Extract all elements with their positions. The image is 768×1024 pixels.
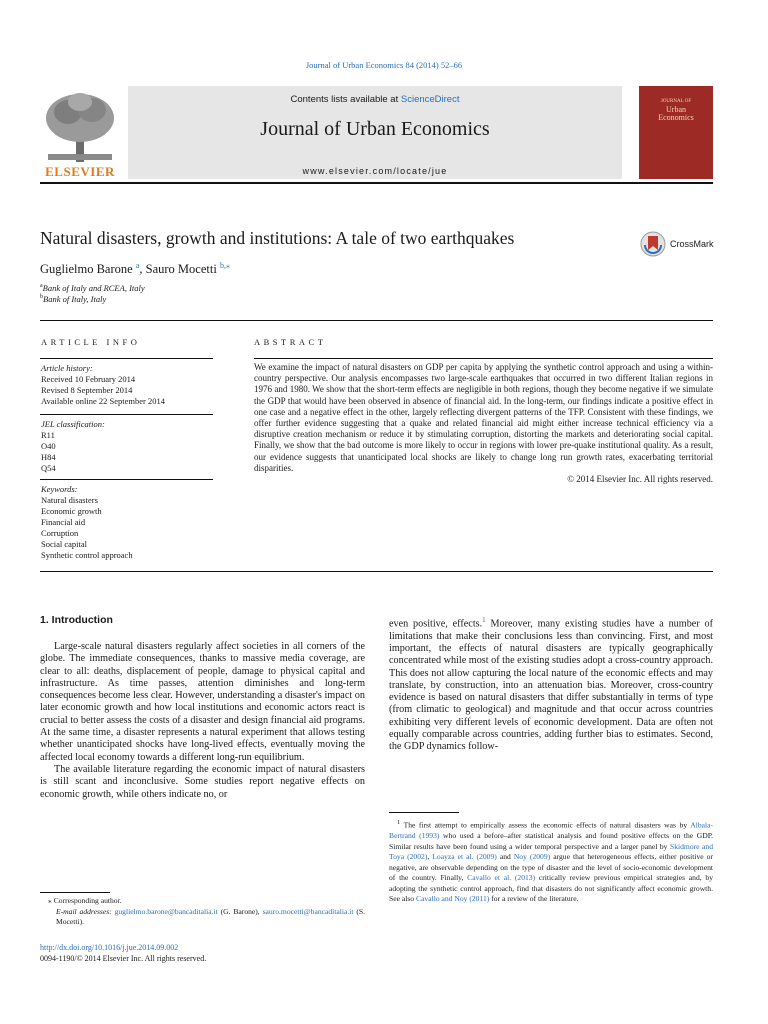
- email-label: E-mail addresses:: [56, 906, 112, 916]
- fn-text: who used a before–after statistical analysis and found positive effects on the GDP. Similar results have been found using a wider temporal perspective and a larger panel by: [389, 831, 713, 851]
- corresponding-mark: ⁎: [48, 896, 52, 905]
- footnote-1-ref[interactable]: 1: [482, 616, 486, 624]
- abstract-body: [254, 362, 713, 485]
- journal-cover: [639, 86, 713, 179]
- author-line: Guglielmo Barone $^a$, Sauro Mocetti $^{b,⁎}$: [40, 261, 230, 277]
- info-rule-1: [40, 358, 213, 359]
- fn-text: argue that heterogeneous effects, either positive or negative, are observable depending on the type of disaster and the level of socio-economic development of the country. Finally,: [389, 852, 713, 883]
- citation-link[interactable]: Loayza et al. (2009): [432, 852, 497, 862]
- corresponding-label: Corresponding author.: [53, 896, 122, 905]
- footnote-1: [389, 818, 713, 905]
- citation-link[interactable]: Albala-Bertrand (1993): [389, 820, 713, 841]
- abstract-bottom-rule: [40, 571, 713, 572]
- footnote-rule: [389, 812, 459, 813]
- received-date: Received 10 February 2014: [41, 374, 136, 384]
- affil-a-text: Bank of Italy and RCEA, Italy: [42, 283, 145, 293]
- abstract-rule: [254, 358, 713, 359]
- jel-label: JEL classification:: [41, 419, 105, 429]
- corresponding-rule: [40, 892, 110, 893]
- citation-link[interactable]: Noy (2009): [513, 852, 551, 862]
- issn-line: 0094-1190/© 2014 Elsevier Inc. All rights reserved.: [40, 954, 207, 963]
- affiliation-b: [40, 294, 106, 304]
- cover-line-2: Economics: [658, 113, 694, 122]
- jel-code: Q54: [41, 463, 56, 473]
- email-name-barone: (G. Barone),: [217, 906, 263, 916]
- author-2: Sauro Mocetti: [145, 262, 217, 277]
- header-rule: [40, 182, 713, 184]
- right-text-b: Moreover, many existing studies have a number of limitations that make their conclusions less than convincing. First, and most important, the effects of natural disasters are typically geographically concentrated while most of the existing studies adopt a cross-country approach. This does not allow capturing the local nature of the economic effects and may translate, by construction, into an attenuation bias. Moreover, cross-country evidence is based on natural disasters that differ substantially in terms of type (from climatic to geological) and magnitude and that occur across countries exhibiting very different levels of economic development. Data are often not equally comparable across countries, adding further bias to estimates. Second, the GDP dynamics follow-: [389, 618, 714, 753]
- affil-a-mark: a: [40, 283, 43, 290]
- paragraph-2: The available literature regarding the economic impact of natural disasters is still scant and inconclusive. Some studies report negative effects on economic growth, while others indicate no, or: [40, 763, 365, 800]
- affiliation-a: [40, 283, 145, 293]
- keywords-label: Keywords:: [41, 484, 78, 494]
- available-date: Available online 22 September 2014: [41, 396, 166, 406]
- contents-prefix: Contents lists available at: [290, 94, 401, 105]
- journal-homepage[interactable]: www.elsevier.com/locate/jue: [302, 166, 448, 176]
- citation-link[interactable]: Cavallo et al. (2013): [467, 873, 536, 883]
- jel-code: H84: [41, 452, 56, 462]
- affil-b-mark: b: [40, 294, 43, 301]
- left-column: [40, 641, 365, 801]
- cover-small-text: JOURNAL OF: [660, 99, 692, 104]
- right-column: [389, 614, 713, 754]
- revised-date: Revised 8 September 2014: [41, 385, 133, 395]
- crossmark-icon: [640, 231, 666, 257]
- article-title: Natural disasters, growth and institutions: A tale of two earthquakes: [40, 228, 515, 248]
- contents-line: [128, 94, 622, 105]
- fn-text: ,: [427, 852, 433, 862]
- fn-text: critically review previous empirical strategies and, by adopting the synthetic control approach, find that disasters do not significantly affect economic growth. See also: [389, 873, 713, 904]
- info-rule-2: [40, 414, 213, 415]
- info-top-rule: [40, 320, 713, 321]
- footnote-mark: 1: [397, 819, 401, 826]
- author-1-affil-mark[interactable]: a: [135, 261, 140, 270]
- citation-link[interactable]: Cavallo and Noy (2011): [416, 894, 490, 904]
- article-identifiers: [40, 942, 206, 964]
- email-link-barone[interactable]: guglielmo.barone@bancaditalia.it: [114, 906, 218, 916]
- article-info-heading: ARTICLE INFO: [41, 337, 141, 347]
- citation-link[interactable]: Skidmore and Toya (2002): [389, 841, 713, 862]
- jel-classification: [41, 419, 105, 474]
- abstract-rights: © 2014 Elsevier Inc. All rights reserved.: [567, 474, 713, 485]
- running-head[interactable]: Journal of Urban Economics 84 (2014) 52–66: [305, 60, 463, 70]
- publisher-name: ELSEVIER: [45, 164, 115, 179]
- cover-line-1: Urban: [666, 105, 686, 114]
- keyword: Natural disasters: [41, 495, 98, 505]
- jel-code: R11: [41, 430, 55, 440]
- corresponding-author-note: [40, 896, 365, 928]
- elsevier-logo: [40, 88, 120, 180]
- fn-text: for a review of the literature.: [489, 894, 579, 904]
- crossmark-button[interactable]: [640, 230, 714, 258]
- journal-title: Journal of Urban Economics: [260, 118, 490, 140]
- right-paragraph: [389, 614, 713, 754]
- article-history: [41, 363, 165, 407]
- paragraph-1: Large-scale natural disasters regularly affect societies in all corners of the globe. The immediate consequences, thanks to massive media coverage, are clear to all: deaths, displacement of people, damage to physical capital and infrastructure. As time passes, attention diminishes and long-term consequences become less clear. However, understanding a disaster's impact on later economic growth and how local institutions and economic actors react is crucial to better assess the costs of a disaster and design financial aid programs. At the same time, a disaster represents a natural experiment that allows testing whether unanticipated shocks have long-lived effects, eventually moving the affected local economy towards a different long-run equilibrium.: [40, 641, 365, 763]
- doi-link[interactable]: http://dx.doi.org/10.1016/j.jue.2014.09.002: [40, 943, 179, 952]
- abstract-heading: ABSTRACT: [254, 337, 327, 347]
- fn-text: The first attempt to empirically assess the economic effects of natural disasters was by: [403, 820, 691, 830]
- jel-code: O40: [41, 441, 56, 451]
- history-label: Article history:: [41, 363, 93, 373]
- author-1: Guglielmo Barone: [40, 262, 133, 277]
- keyword: Corruption: [41, 528, 79, 538]
- email-link-mocetti[interactable]: sauro.mocetti@bancaditalia.it: [262, 906, 354, 916]
- right-text-a: even positive, effects.: [389, 618, 483, 630]
- info-rule-3: [40, 479, 213, 480]
- keywords: [41, 484, 133, 561]
- abstract-text: We examine the impact of natural disasters on GDP per capita by applying the synthetic control approach and using a within-country perspective. Our analysis encompasses two large-scale earthquakes that occurred in two different Italian regions in 1976 and 1980. We show that the short-term effects are negligible in both regions, though they become negative if we simulate the GDP that would have been observed in absence of financial aid. In the long-term, our findings indicate a positive effect in one case and a negative effect in the other, largely reflecting divergent patterns of the TFP. Consistent with these findings, we offer further evidence suggesting that a quake and related financial aid might either increase technical efficiency via a disruptive creation mechanism or reduce it by stimulating corruption, distorting the markets and deteriorating social capital. Finally, we show that the bad outcome is more likely to occur in regions with lower pre-quake institutional quality. As a result, our evidence suggests that unanticipated local shocks are likely to change long run growth rates, exacerbating territorial disparities.: [254, 362, 713, 473]
- affil-b-text: Bank of Italy, Italy: [43, 294, 107, 304]
- section-heading-introduction: 1. Introduction: [40, 614, 113, 626]
- email-name-mocetti: (S. Mocetti).: [56, 906, 365, 926]
- sciencedirect-link[interactable]: ScienceDirect: [400, 94, 460, 105]
- keyword: Financial aid: [41, 517, 86, 527]
- keyword: Synthetic control approach: [41, 550, 133, 560]
- author-2-affil-mark[interactable]: b,⁎: [219, 261, 230, 270]
- crossmark-label: CrossMark: [670, 239, 714, 249]
- keyword: Economic growth: [41, 506, 102, 516]
- keyword: Social capital: [41, 539, 88, 549]
- fn-text: and: [496, 852, 514, 862]
